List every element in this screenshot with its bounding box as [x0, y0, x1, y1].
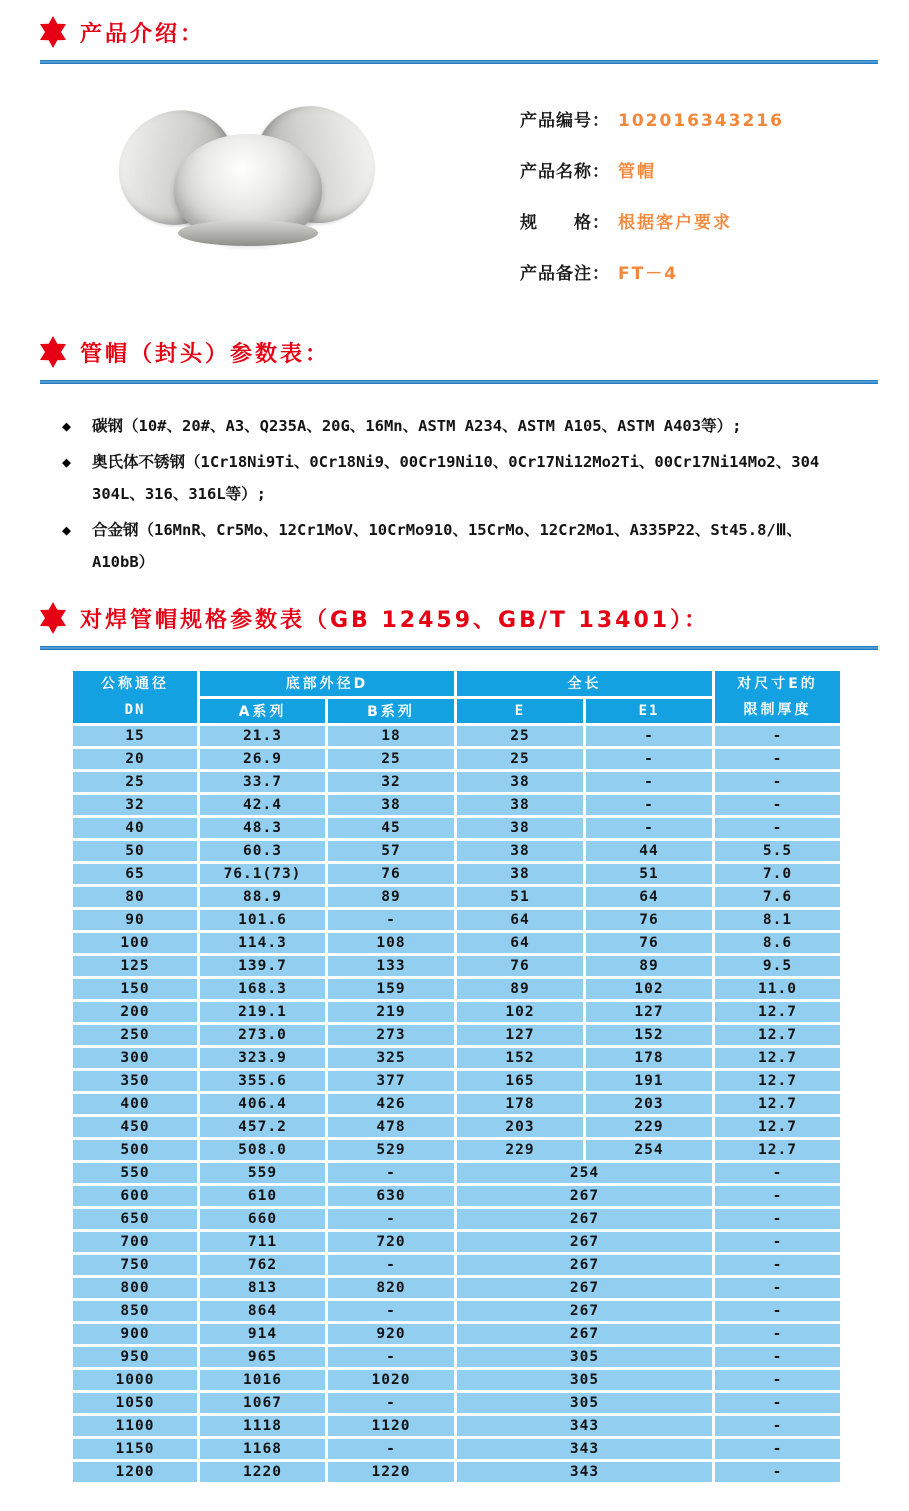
table-row	[72, 1415, 842, 1438]
cell-e1: 203	[585, 1093, 714, 1116]
cell-e: 38	[456, 794, 585, 817]
section-intro-title: 产品介绍：	[80, 21, 206, 47]
cell-a-series: 457.2	[199, 1116, 327, 1139]
table-row	[72, 817, 842, 840]
divider-line	[40, 380, 878, 384]
cell-b-series: -	[327, 1208, 456, 1231]
product-intro-block	[118, 96, 909, 310]
cell-e: 64	[456, 932, 585, 955]
table-row	[72, 1001, 842, 1024]
cell-e: 51	[456, 886, 585, 909]
table-row	[72, 1254, 842, 1277]
product-field-spec	[520, 208, 784, 233]
col-header-dn-code: DN	[124, 702, 146, 718]
cell-thickness: -	[714, 1185, 842, 1208]
cell-a-series: 1220	[199, 1461, 327, 1484]
spec-table-head	[72, 670, 842, 725]
bullet-line: A10bB）	[92, 553, 155, 571]
cell-b-series: 89	[327, 886, 456, 909]
star-icon	[38, 16, 68, 48]
cell-e: 267	[456, 1323, 714, 1346]
cell-b-series: 18	[327, 725, 456, 748]
cell-dn: 15	[72, 725, 199, 748]
cell-dn: 350	[72, 1070, 199, 1093]
cell-thickness: -	[714, 1300, 842, 1323]
cell-dn: 125	[72, 955, 199, 978]
star-icon	[38, 336, 68, 368]
cell-e1: 229	[585, 1116, 714, 1139]
col-header-e1: E1	[585, 697, 714, 725]
cell-a-series: 114.3	[199, 932, 327, 955]
table-row	[72, 771, 842, 794]
cell-thickness: 11.0	[714, 978, 842, 1001]
bullet-line: ◆ 碳钢（10#、20#、A3、Q235A、20G、16Mn、ASTM A234、ASTM A105、ASTM A403等）;	[92, 417, 742, 435]
cell-e1: 64	[585, 886, 714, 909]
cell-b-series: 32	[327, 771, 456, 794]
cell-thickness: -	[714, 1415, 842, 1438]
col-header-a-series: A系列	[199, 697, 327, 725]
cell-b-series: 38	[327, 794, 456, 817]
col-group-length: 全长	[456, 670, 714, 698]
cell-e: 38	[456, 771, 585, 794]
cell-a-series: 610	[199, 1185, 327, 1208]
cell-e1: -	[585, 725, 714, 748]
cell-dn: 950	[72, 1346, 199, 1369]
table-row	[72, 1208, 842, 1231]
product-field-remark	[520, 259, 784, 284]
cell-b-series: 529	[327, 1139, 456, 1162]
cell-dn: 100	[72, 932, 199, 955]
cell-e1: -	[585, 794, 714, 817]
cell-a-series: 139.7	[199, 955, 327, 978]
col-header-thickness-limit	[714, 670, 842, 725]
cell-a-series: 1168	[199, 1438, 327, 1461]
cell-thickness: -	[714, 1208, 842, 1231]
cell-thickness: 12.7	[714, 1139, 842, 1162]
cell-e: 25	[456, 748, 585, 771]
pipe-caps-photo	[118, 96, 376, 246]
table-row	[72, 1323, 842, 1346]
cell-b-series: 426	[327, 1093, 456, 1116]
cell-b-series: 108	[327, 932, 456, 955]
cell-b-series: 25	[327, 748, 456, 771]
product-field-name	[520, 157, 784, 182]
cell-dn: 1200	[72, 1461, 199, 1484]
cell-e: 343	[456, 1415, 714, 1438]
col-header-thickness-line1: 对尺寸E的	[737, 676, 818, 692]
cell-dn: 600	[72, 1185, 199, 1208]
table-row	[72, 978, 842, 1001]
table-row	[72, 1185, 842, 1208]
cell-e: 127	[456, 1024, 585, 1047]
cell-e1: 44	[585, 840, 714, 863]
cell-thickness: -	[714, 771, 842, 794]
table-row	[72, 1139, 842, 1162]
cell-b-series: 273	[327, 1024, 456, 1047]
cell-dn: 800	[72, 1277, 199, 1300]
cell-dn: 750	[72, 1254, 199, 1277]
table-row	[72, 909, 842, 932]
cell-a-series: 762	[199, 1254, 327, 1277]
cell-a-series: 33.7	[199, 771, 327, 794]
col-header-e: E	[456, 697, 585, 725]
cell-e: 89	[456, 978, 585, 1001]
cell-thickness: 9.5	[714, 955, 842, 978]
section-params-header	[38, 336, 879, 368]
cell-b-series: 159	[327, 978, 456, 1001]
cell-a-series: 355.6	[199, 1070, 327, 1093]
cell-e: 152	[456, 1047, 585, 1070]
cell-a-series: 21.3	[199, 725, 327, 748]
material-bullet-list	[62, 410, 872, 578]
col-header-b-series: B系列	[327, 697, 456, 725]
table-row	[72, 794, 842, 817]
field-label: 规 格：	[520, 213, 610, 233]
col-header-thickness-line2: 限制厚度	[743, 702, 812, 718]
cell-a-series: 60.3	[199, 840, 327, 863]
cell-a-series: 323.9	[199, 1047, 327, 1070]
cell-b-series: -	[327, 1392, 456, 1415]
cell-e: 343	[456, 1438, 714, 1461]
cell-thickness: -	[714, 817, 842, 840]
cell-e: 267	[456, 1231, 714, 1254]
product-field-code	[520, 106, 784, 131]
cell-b-series: 720	[327, 1231, 456, 1254]
cell-a-series: 1118	[199, 1415, 327, 1438]
cell-e: 267	[456, 1254, 714, 1277]
cell-b-series: 57	[327, 840, 456, 863]
cell-e: 25	[456, 725, 585, 748]
cell-a-series: 864	[199, 1300, 327, 1323]
cell-thickness: -	[714, 1461, 842, 1484]
cell-thickness: 12.7	[714, 1116, 842, 1139]
field-value: 102016343216	[618, 111, 784, 131]
cell-b-series: -	[327, 1346, 456, 1369]
cell-b-series: 1120	[327, 1415, 456, 1438]
cell-e: 267	[456, 1300, 714, 1323]
table-row	[72, 748, 842, 771]
cell-thickness: -	[714, 748, 842, 771]
cell-a-series: 1067	[199, 1392, 327, 1415]
cell-e: 178	[456, 1093, 585, 1116]
cell-b-series: 219	[327, 1001, 456, 1024]
cell-dn: 450	[72, 1116, 199, 1139]
col-group-outer-diameter: 底部外径D	[199, 670, 456, 698]
cell-dn: 500	[72, 1139, 199, 1162]
cell-e1: 254	[585, 1139, 714, 1162]
cell-b-series: 377	[327, 1070, 456, 1093]
cell-thickness: 12.7	[714, 1001, 842, 1024]
cell-e: 38	[456, 863, 585, 886]
cell-dn: 25	[72, 771, 199, 794]
cell-thickness: 12.7	[714, 1047, 842, 1070]
cell-b-series: 630	[327, 1185, 456, 1208]
table-row	[72, 1093, 842, 1116]
section-intro-header	[38, 16, 879, 48]
cell-thickness: -	[714, 1277, 842, 1300]
cell-dn: 850	[72, 1300, 199, 1323]
section-table-header	[38, 602, 879, 634]
cell-a-series: 711	[199, 1231, 327, 1254]
cell-a-series: 101.6	[199, 909, 327, 932]
spec-table	[70, 668, 843, 1485]
cell-b-series: -	[327, 1162, 456, 1185]
table-row	[72, 863, 842, 886]
cell-thickness: 12.7	[714, 1093, 842, 1116]
cell-a-series: 48.3	[199, 817, 327, 840]
cell-a-series: 406.4	[199, 1093, 327, 1116]
cell-dn: 300	[72, 1047, 199, 1070]
cell-b-series: 45	[327, 817, 456, 840]
cell-e1: 191	[585, 1070, 714, 1093]
cell-dn: 200	[72, 1001, 199, 1024]
cell-b-series: -	[327, 909, 456, 932]
field-label: 产品备注：	[520, 264, 610, 284]
cell-a-series: 42.4	[199, 794, 327, 817]
table-row	[72, 1369, 842, 1392]
table-row	[72, 1461, 842, 1484]
cell-e: 38	[456, 817, 585, 840]
cell-e1: -	[585, 771, 714, 794]
cell-b-series: 920	[327, 1323, 456, 1346]
cell-a-series: 914	[199, 1323, 327, 1346]
pipe-cap-front	[174, 134, 322, 242]
cell-b-series: 478	[327, 1116, 456, 1139]
cell-dn: 150	[72, 978, 199, 1001]
col-header-dn-cn: 公称通径	[101, 676, 169, 692]
cell-thickness: -	[714, 794, 842, 817]
field-value: 管帽	[618, 162, 656, 182]
cell-e1: 152	[585, 1024, 714, 1047]
cell-e: 267	[456, 1208, 714, 1231]
cell-dn: 1000	[72, 1369, 199, 1392]
cell-e1: -	[585, 748, 714, 771]
cell-dn: 1050	[72, 1392, 199, 1415]
cell-e1: 51	[585, 863, 714, 886]
material-bullet-item	[62, 514, 872, 578]
table-row	[72, 1162, 842, 1185]
cell-dn: 80	[72, 886, 199, 909]
cell-b-series: -	[327, 1300, 456, 1323]
cell-e1: 178	[585, 1047, 714, 1070]
cell-a-series: 559	[199, 1162, 327, 1185]
cell-thickness: 7.0	[714, 863, 842, 886]
cell-dn: 90	[72, 909, 199, 932]
cell-a-series: 660	[199, 1208, 327, 1231]
cell-dn: 32	[72, 794, 199, 817]
cell-thickness: 12.7	[714, 1070, 842, 1093]
cell-a-series: 219.1	[199, 1001, 327, 1024]
cell-dn: 1100	[72, 1415, 199, 1438]
cell-a-series: 76.1(73)	[199, 863, 327, 886]
cell-thickness: 8.1	[714, 909, 842, 932]
cell-e: 267	[456, 1277, 714, 1300]
cell-a-series: 88.9	[199, 886, 327, 909]
cell-e: 229	[456, 1139, 585, 1162]
table-row	[72, 955, 842, 978]
cell-b-series: 325	[327, 1047, 456, 1070]
section-table-title: 对焊管帽规格参数表（GB 12459、GB/T 13401）：	[80, 607, 710, 633]
table-row	[72, 1277, 842, 1300]
cell-e1: 127	[585, 1001, 714, 1024]
cell-e: 165	[456, 1070, 585, 1093]
cell-thickness: 7.6	[714, 886, 842, 909]
cell-e: 102	[456, 1001, 585, 1024]
divider-line	[40, 60, 878, 64]
table-row	[72, 840, 842, 863]
table-row	[72, 1346, 842, 1369]
cell-b-series: 1020	[327, 1369, 456, 1392]
cell-e: 38	[456, 840, 585, 863]
cell-e: 254	[456, 1162, 714, 1185]
cell-thickness: 5.5	[714, 840, 842, 863]
cell-thickness: -	[714, 1231, 842, 1254]
cell-e1: 89	[585, 955, 714, 978]
cell-b-series: 133	[327, 955, 456, 978]
product-info-list	[520, 96, 784, 310]
cell-e: 267	[456, 1185, 714, 1208]
cell-thickness: 8.6	[714, 932, 842, 955]
bullet-line: 304L、316、316L等）;	[92, 485, 266, 503]
star-icon	[38, 602, 68, 634]
field-value: 根据客户要求	[618, 213, 732, 233]
table-row	[72, 886, 842, 909]
cell-b-series: -	[327, 1438, 456, 1461]
spec-table-body	[72, 725, 842, 1484]
cell-thickness: -	[714, 1254, 842, 1277]
section-params-title: 管帽（封头）参数表：	[80, 341, 331, 367]
cell-thickness: -	[714, 1323, 842, 1346]
cell-dn: 1150	[72, 1438, 199, 1461]
cell-a-series: 273.0	[199, 1024, 327, 1047]
material-bullet-item	[62, 446, 872, 510]
table-row	[72, 1070, 842, 1093]
cell-e1: 76	[585, 909, 714, 932]
cell-thickness: -	[714, 1346, 842, 1369]
cell-e: 76	[456, 955, 585, 978]
table-row	[72, 1047, 842, 1070]
cell-a-series: 1016	[199, 1369, 327, 1392]
table-row	[72, 1438, 842, 1461]
cell-thickness: -	[714, 725, 842, 748]
material-bullet-item	[62, 410, 872, 442]
cell-e: 64	[456, 909, 585, 932]
cell-b-series: -	[327, 1254, 456, 1277]
table-row	[72, 725, 842, 748]
cell-dn: 550	[72, 1162, 199, 1185]
cell-dn: 20	[72, 748, 199, 771]
cell-dn: 400	[72, 1093, 199, 1116]
cell-thickness: 12.7	[714, 1024, 842, 1047]
cell-e: 305	[456, 1369, 714, 1392]
table-row	[72, 932, 842, 955]
header-row-1	[72, 670, 842, 698]
cell-e: 305	[456, 1392, 714, 1415]
cell-e1: -	[585, 817, 714, 840]
cell-a-series: 508.0	[199, 1139, 327, 1162]
cell-e1: 76	[585, 932, 714, 955]
col-header-dn	[72, 670, 199, 725]
cell-thickness: -	[714, 1162, 842, 1185]
bullet-line: ◆ 合金钢（16MnR、Cr5Mo、12Cr1MoV、10CrMo910、15CrMo、12Cr2Mo1、A335P22、St45.8/Ⅲ、	[92, 521, 802, 539]
cell-e: 343	[456, 1461, 714, 1484]
cell-e: 203	[456, 1116, 585, 1139]
cell-a-series: 965	[199, 1346, 327, 1369]
cell-dn: 40	[72, 817, 199, 840]
field-value: FT－4	[618, 264, 679, 284]
divider-line	[40, 646, 878, 650]
cell-dn: 65	[72, 863, 199, 886]
cell-e: 305	[456, 1346, 714, 1369]
cell-dn: 700	[72, 1231, 199, 1254]
field-label: 产品名称：	[520, 162, 610, 182]
table-row	[72, 1116, 842, 1139]
cell-b-series: 820	[327, 1277, 456, 1300]
table-row	[72, 1024, 842, 1047]
cell-e1: 102	[585, 978, 714, 1001]
bullet-line: ◆ 奥氏体不锈钢（1Cr18Ni9Ti、0Cr18Ni9、00Cr19Ni10、0Cr17Ni12Mo2Ti、00Cr17Ni14Mo2、304	[92, 453, 820, 471]
cell-thickness: -	[714, 1369, 842, 1392]
cell-thickness: -	[714, 1438, 842, 1461]
table-row	[72, 1392, 842, 1415]
field-label: 产品编号：	[520, 111, 610, 131]
table-row	[72, 1300, 842, 1323]
table-row	[72, 1231, 842, 1254]
cell-dn: 250	[72, 1024, 199, 1047]
cell-a-series: 168.3	[199, 978, 327, 1001]
cell-thickness: -	[714, 1392, 842, 1415]
cell-b-series: 1220	[327, 1461, 456, 1484]
cell-b-series: 76	[327, 863, 456, 886]
cell-a-series: 26.9	[199, 748, 327, 771]
cell-dn: 900	[72, 1323, 199, 1346]
cell-a-series: 813	[199, 1277, 327, 1300]
cell-dn: 50	[72, 840, 199, 863]
cell-dn: 650	[72, 1208, 199, 1231]
